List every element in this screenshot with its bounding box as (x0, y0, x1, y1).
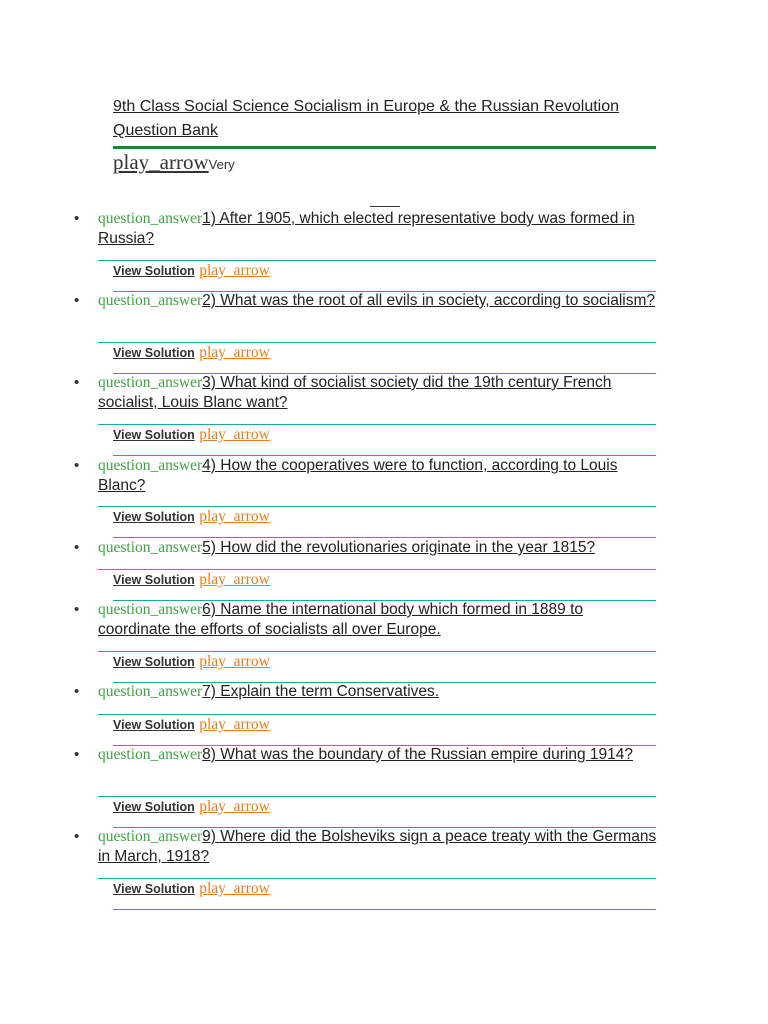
separator (98, 796, 656, 797)
question-text[interactable]: 4) How the cooperatives were to function, according to Louis Blanc? (98, 457, 618, 494)
bullet-icon: • (74, 210, 80, 227)
separator (113, 909, 656, 910)
separator (98, 424, 656, 425)
list-item[interactable] (74, 682, 658, 702)
separator (98, 506, 656, 507)
list-item[interactable] (74, 456, 658, 496)
question-answer-icon: question_answer (98, 746, 203, 763)
question-answer-icon: question_answer (98, 292, 203, 309)
separator (98, 878, 656, 879)
separator (98, 569, 656, 570)
play-arrow-icon[interactable]: play_arrow (199, 716, 270, 733)
play-arrow-icon[interactable]: play_arrow (199, 880, 270, 897)
view-solution-label[interactable]: View Solution (113, 718, 195, 732)
view-solution-button[interactable] (113, 262, 270, 284)
view-solution-label[interactable]: View Solution (113, 800, 195, 814)
view-solution-label[interactable]: View Solution (113, 428, 195, 442)
view-solution-label[interactable]: View Solution (113, 510, 195, 524)
view-solution-button[interactable] (113, 426, 270, 448)
separator (98, 651, 656, 652)
view-solution-button[interactable] (113, 880, 270, 902)
separator (98, 342, 656, 343)
view-solution-button[interactable] (113, 716, 270, 738)
bullet-icon: • (74, 457, 80, 474)
bullet-icon: • (74, 539, 80, 556)
list-item[interactable] (74, 745, 658, 765)
bullet-icon: • (74, 828, 80, 845)
list-item[interactable] (74, 600, 658, 640)
separator (98, 714, 656, 715)
list-item[interactable] (74, 209, 658, 249)
view-solution-label[interactable]: View Solution (113, 882, 195, 896)
question-text[interactable]: 7) Explain the term Conservatives. (202, 683, 440, 700)
question-answer-icon: question_answer (98, 457, 203, 474)
view-solution-label[interactable]: View Solution (113, 346, 195, 360)
page-title (113, 95, 658, 143)
play-arrow-icon[interactable]: play_arrow (199, 426, 270, 443)
question-answer-icon: question_answer (98, 210, 203, 227)
bullet-icon: • (74, 746, 80, 763)
title-divider (113, 146, 656, 149)
list-item[interactable] (74, 827, 658, 867)
play-arrow-icon: play_arrow (113, 150, 209, 174)
question-text[interactable]: 9) Where did the Bolsheviks sign a peace treaty with the Germans in March, 1918? (98, 828, 657, 865)
view-solution-button[interactable] (113, 571, 270, 593)
question-answer-icon: question_answer (98, 539, 203, 556)
play-arrow-icon[interactable]: play_arrow (199, 653, 270, 670)
separator (98, 260, 656, 261)
question-answer-icon: question_answer (98, 683, 203, 700)
page-title-text: 9th Class Social Science Socialism in Europe & the Russian Revolution Question Bank (113, 98, 620, 139)
question-text[interactable]: 5) How did the revolutionaries originate in the year 1815? (202, 539, 596, 556)
play-arrow-icon[interactable]: play_arrow (199, 508, 270, 525)
question-text[interactable]: 1) After 1905, which elected representative body was formed in Russia? (98, 210, 635, 247)
play-arrow-icon[interactable]: play_arrow (199, 798, 270, 815)
view-solution-button[interactable] (113, 344, 270, 366)
question-answer-icon: question_answer (98, 601, 203, 618)
view-solution-label[interactable]: View Solution (113, 573, 195, 587)
question-answer-icon: question_answer (98, 828, 203, 845)
view-solution-label[interactable]: View Solution (113, 264, 195, 278)
view-solution-button[interactable] (113, 653, 270, 675)
play-arrow-icon[interactable]: play_arrow (199, 262, 270, 279)
question-text[interactable]: 2) What was the root of all evils in society, according to socialism? (202, 292, 656, 309)
view-solution-label[interactable]: View Solution (113, 655, 195, 669)
list-item[interactable] (74, 538, 658, 558)
list-item[interactable] (74, 373, 658, 413)
play-arrow-icon[interactable]: play_arrow (199, 344, 270, 361)
bullet-icon: • (74, 601, 80, 618)
difficulty-filter[interactable] (113, 150, 235, 178)
list-item[interactable] (74, 291, 658, 311)
bullet-icon: • (74, 374, 80, 391)
view-solution-button[interactable] (113, 798, 270, 820)
play-arrow-icon[interactable]: play_arrow (199, 571, 270, 588)
question-text[interactable]: 3) What kind of socialist society did the 19th century French socialist, Louis Blanc want? (98, 374, 612, 411)
difficulty-label: Very (208, 157, 235, 172)
question-answer-icon: question_answer (98, 374, 203, 391)
question-text[interactable]: 6) Name the international body which formed in 1889 to coordinate the efforts of socialists all over Europe. (98, 601, 584, 638)
question-text[interactable]: 8) What was the boundary of the Russian empire during 1914? (202, 746, 633, 763)
view-solution-button[interactable] (113, 508, 270, 530)
divider-dash (370, 206, 400, 207)
bullet-icon: • (74, 292, 80, 309)
bullet-icon: • (74, 683, 80, 700)
